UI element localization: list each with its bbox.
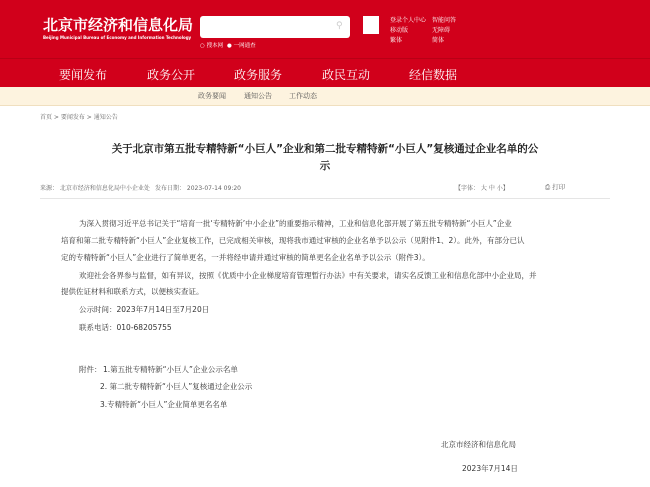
breadcrumb-home[interactable]: 首页 — [40, 114, 53, 121]
link-accessibility[interactable]: 无障碍 — [432, 27, 451, 34]
nav-gov-affairs[interactable]: 政务公开 — [146, 68, 196, 82]
search-scope-label: 搜本网 — [206, 43, 224, 49]
nav-interaction[interactable]: 政民互动 — [321, 68, 371, 82]
font-size-control[interactable]: 【字体： 大 中 小】 — [455, 185, 509, 192]
search-input[interactable] — [200, 16, 350, 38]
search-icon[interactable]: ⚲ — [336, 21, 343, 31]
subnav-updates[interactable]: 工作动态 — [289, 92, 317, 100]
printer-icon: ⎙ — [545, 183, 551, 191]
search-scope-site[interactable]: ○ 搜本网 — [200, 43, 224, 49]
subnav-news[interactable]: 政务要闻 — [198, 92, 226, 100]
attachment-link[interactable]: 3.专精特新“小巨人”企业简单更名名单 — [100, 400, 228, 409]
attachment-link[interactable]: 1.第五批专精特新“小巨人”企业公示名单 — [103, 365, 238, 374]
link-qa[interactable]: 智能问答 — [432, 17, 457, 24]
search-scope-label: 一网通查 — [233, 43, 256, 49]
article-source: 来源： 北京市经济和信息化局中小企业处 — [40, 185, 150, 192]
nav-news[interactable]: 要闻发布 — [58, 68, 108, 82]
print-button[interactable] — [545, 182, 565, 192]
divider — [40, 198, 610, 199]
title-line: 关于北京市第五批专精特新“小巨人”企业和第二批专精特新“小巨人”复核通过企业名单的公 — [111, 143, 539, 155]
article-title — [0, 141, 650, 175]
article-date: 发布日期： 2023-07-14 09:20 — [155, 185, 241, 192]
link-simplified[interactable]: 简体 — [432, 37, 445, 44]
breadcrumb-news[interactable]: 要闻发布 — [60, 114, 85, 121]
breadcrumb: 首页 > 要闻发布 > 通知公告 — [40, 114, 118, 121]
signature: 北京市经济和信息化局 — [441, 440, 516, 449]
sign-date: 2023年7月14日 — [462, 464, 518, 473]
publicity-period: 公示时间：2023年7月14日至7月20日 — [79, 305, 210, 314]
contact-phone: 联系电话：010-68205755 — [79, 323, 172, 332]
link-mobile[interactable]: 移动版 — [390, 27, 409, 34]
attachments-label: 附件： — [79, 365, 102, 374]
link-login[interactable]: 登录个人中心 — [390, 17, 427, 24]
nav-data[interactable]: 经信数据 — [408, 68, 458, 82]
title-line: 示 — [319, 160, 331, 172]
paragraph-line: 定的专精特新“小巨人”企业进行了简单更名，一并将经申请并通过审核的简单更名企业名单予以公示（附件3）。 — [61, 253, 430, 262]
site-name-en: Beijing Municipal Bureau of Economy and Information Technology — [43, 35, 192, 40]
nav-services[interactable]: 政务服务 — [233, 68, 283, 82]
paragraph-line: 为深入贯彻习近平总书记关于“培育一批‘专精特新’中小企业”的重要指示精神，工业和信息化部开展了第五批专精特新“小巨人”企业 — [79, 219, 512, 228]
search-scope-all[interactable]: ● 一网通查 — [227, 43, 256, 49]
paragraph-line: 提供佐证材料和联系方式，以便核实查证。 — [61, 287, 204, 296]
paragraph-line: 欢迎社会各界参与监督，如有异议，按照《优质中小企业梯度培育管理暂行办法》中有关要求，请实名反馈工业和信息化部中小企业局，并 — [79, 271, 537, 280]
sub-nav — [0, 87, 650, 106]
attachment-link[interactable]: 2. 第二批专精特新“小巨人”复核通过企业公示 — [100, 382, 253, 391]
paragraph-line: 培育和第二批专精特新“小巨人”企业复核工作，已完成相关审核，现将我市通过审核的企业名单予以公示（见附件1、2）。此外，有部分已认 — [61, 236, 525, 245]
site-name[interactable]: 北京市经济和信息化局 — [43, 16, 194, 34]
site-header — [0, 0, 650, 58]
beijing-emblem-icon — [362, 15, 380, 35]
link-traditional[interactable]: 繁体 — [390, 37, 403, 44]
breadcrumb-notices[interactable]: 通知公告 — [93, 114, 118, 121]
print-label: 打印 — [552, 183, 566, 191]
main-nav — [0, 58, 650, 87]
subnav-notices[interactable]: 通知公告 — [244, 92, 272, 100]
